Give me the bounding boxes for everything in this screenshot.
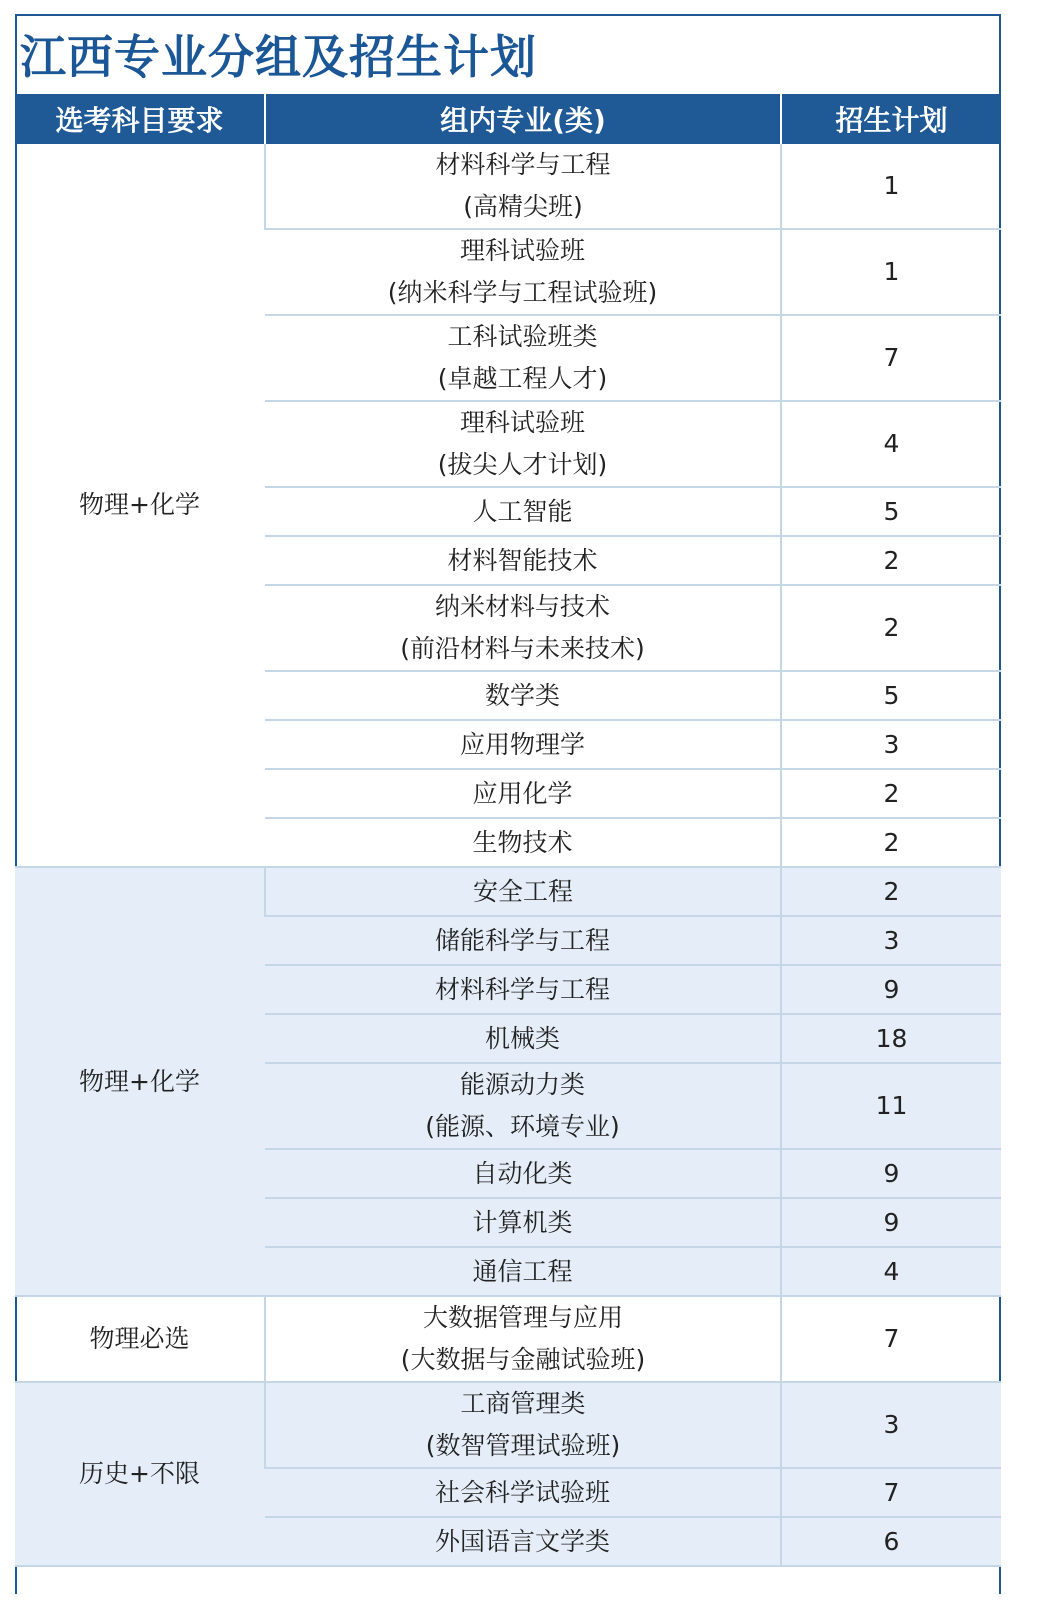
major-cell: [265, 144, 781, 229]
major-cell: [265, 1014, 781, 1063]
header-plan: 招生计划: [781, 94, 1001, 144]
major-name: 数学类: [484, 680, 560, 710]
table-header-row: [15, 94, 1001, 144]
major-name: 理科试验班: [459, 408, 585, 437]
major-name: 纳米材料与技术: [434, 592, 610, 621]
header-requirement: 选考科目要求: [15, 94, 265, 144]
plan-cell: 9: [781, 1198, 1001, 1247]
major-name: 通信工程: [472, 1256, 573, 1286]
major-subtitle: (拔尖人才计划): [437, 450, 608, 479]
major-cell: [265, 487, 781, 536]
major-cell: [265, 1296, 781, 1382]
major-cell: [265, 1063, 781, 1149]
major-subtitle: (大数据与金融试验班): [400, 1345, 646, 1374]
major-cell: [265, 401, 781, 487]
major-cell: [265, 965, 781, 1014]
major-cell: [265, 536, 781, 585]
major-cell: [265, 916, 781, 965]
major-cell: [265, 585, 781, 671]
major-cell: [265, 867, 781, 916]
plan-cell: 2: [781, 536, 1001, 585]
major-cell: [265, 1247, 781, 1296]
table-body: [15, 144, 1001, 1566]
plan-cell: 6: [781, 1517, 1001, 1566]
plan-cell: 1: [781, 144, 1001, 229]
plan-cell: 1: [781, 229, 1001, 315]
major-cell: [265, 769, 781, 818]
major-subtitle: (前沿材料与未来技术): [400, 634, 645, 663]
requirement-cell: 物理+化学: [15, 144, 265, 867]
page-title: 江西专业分组及招生计划: [20, 30, 537, 84]
major-name: 大数据管理与应用: [422, 1303, 623, 1332]
requirement-cell: 物理必选: [15, 1296, 265, 1382]
major-name: 理科试验班: [459, 236, 585, 265]
plan-cell: 5: [781, 671, 1001, 720]
plan-cell: 7: [781, 1296, 1001, 1382]
requirement-cell: 物理+化学: [15, 867, 265, 1296]
major-subtitle: (卓越工程人才): [437, 364, 608, 393]
major-name: 计算机类: [472, 1207, 573, 1237]
major-cell: [265, 720, 781, 769]
plan-cell: 4: [781, 1247, 1001, 1296]
plan-cell: 3: [781, 720, 1001, 769]
plan-cell: 3: [781, 916, 1001, 965]
major-cell: [265, 1517, 781, 1566]
plan-cell: 9: [781, 965, 1001, 1014]
major-name: 工商管理类: [460, 1389, 586, 1418]
major-name: 外国语言文学类: [434, 1526, 610, 1556]
major-cell: [265, 1382, 781, 1468]
major-subtitle: (高精尖班): [463, 192, 583, 221]
plan-cell: 3: [781, 1382, 1001, 1468]
plan-cell: 18: [781, 1014, 1001, 1063]
major-cell: [265, 1198, 781, 1247]
table-row: [15, 867, 1001, 916]
plan-cell: 2: [781, 818, 1001, 867]
major-name: 社会科学试验班: [434, 1477, 610, 1507]
major-name: 材料智能技术: [447, 545, 598, 575]
major-cell: [265, 1468, 781, 1517]
major-name: 生物技术: [472, 827, 573, 857]
table-row: [15, 1382, 1001, 1468]
major-cell: [265, 1149, 781, 1198]
plan-cell: 11: [781, 1063, 1001, 1149]
table-row: [15, 144, 1001, 229]
plan-cell: 7: [781, 315, 1001, 401]
major-cell: [265, 315, 781, 401]
major-subtitle: (能源、环境专业): [425, 1112, 620, 1141]
major-name: 应用化学: [472, 778, 573, 808]
plan-cell: 2: [781, 867, 1001, 916]
major-name: 机械类: [484, 1023, 560, 1053]
major-name: 材料科学与工程: [434, 974, 610, 1004]
enrollment-table: [15, 94, 1001, 1567]
major-subtitle: (纳米科学与工程试验班): [387, 278, 658, 307]
major-cell: [265, 671, 781, 720]
requirement-cell: 历史+不限: [15, 1382, 265, 1566]
major-name: 自动化类: [472, 1158, 573, 1188]
plan-cell: 5: [781, 487, 1001, 536]
plan-cell: 4: [781, 401, 1001, 487]
major-name: 储能科学与工程: [434, 925, 610, 955]
major-name: 材料科学与工程: [435, 150, 611, 179]
plan-cell: 7: [781, 1468, 1001, 1517]
major-cell: [265, 229, 781, 315]
plan-cell: 2: [781, 585, 1001, 671]
major-name: 人工智能: [472, 496, 573, 526]
major-name: 安全工程: [472, 876, 573, 906]
major-subtitle: (数智管理试验班): [425, 1431, 621, 1460]
major-cell: [265, 818, 781, 867]
plan-cell: 2: [781, 769, 1001, 818]
plan-cell: 9: [781, 1149, 1001, 1198]
table-row: [15, 1296, 1001, 1382]
major-name: 工科试验班类: [447, 322, 598, 351]
header-major: 组内专业(类): [265, 94, 781, 144]
major-name: 能源动力类: [459, 1070, 585, 1099]
major-name: 应用物理学: [459, 729, 585, 759]
